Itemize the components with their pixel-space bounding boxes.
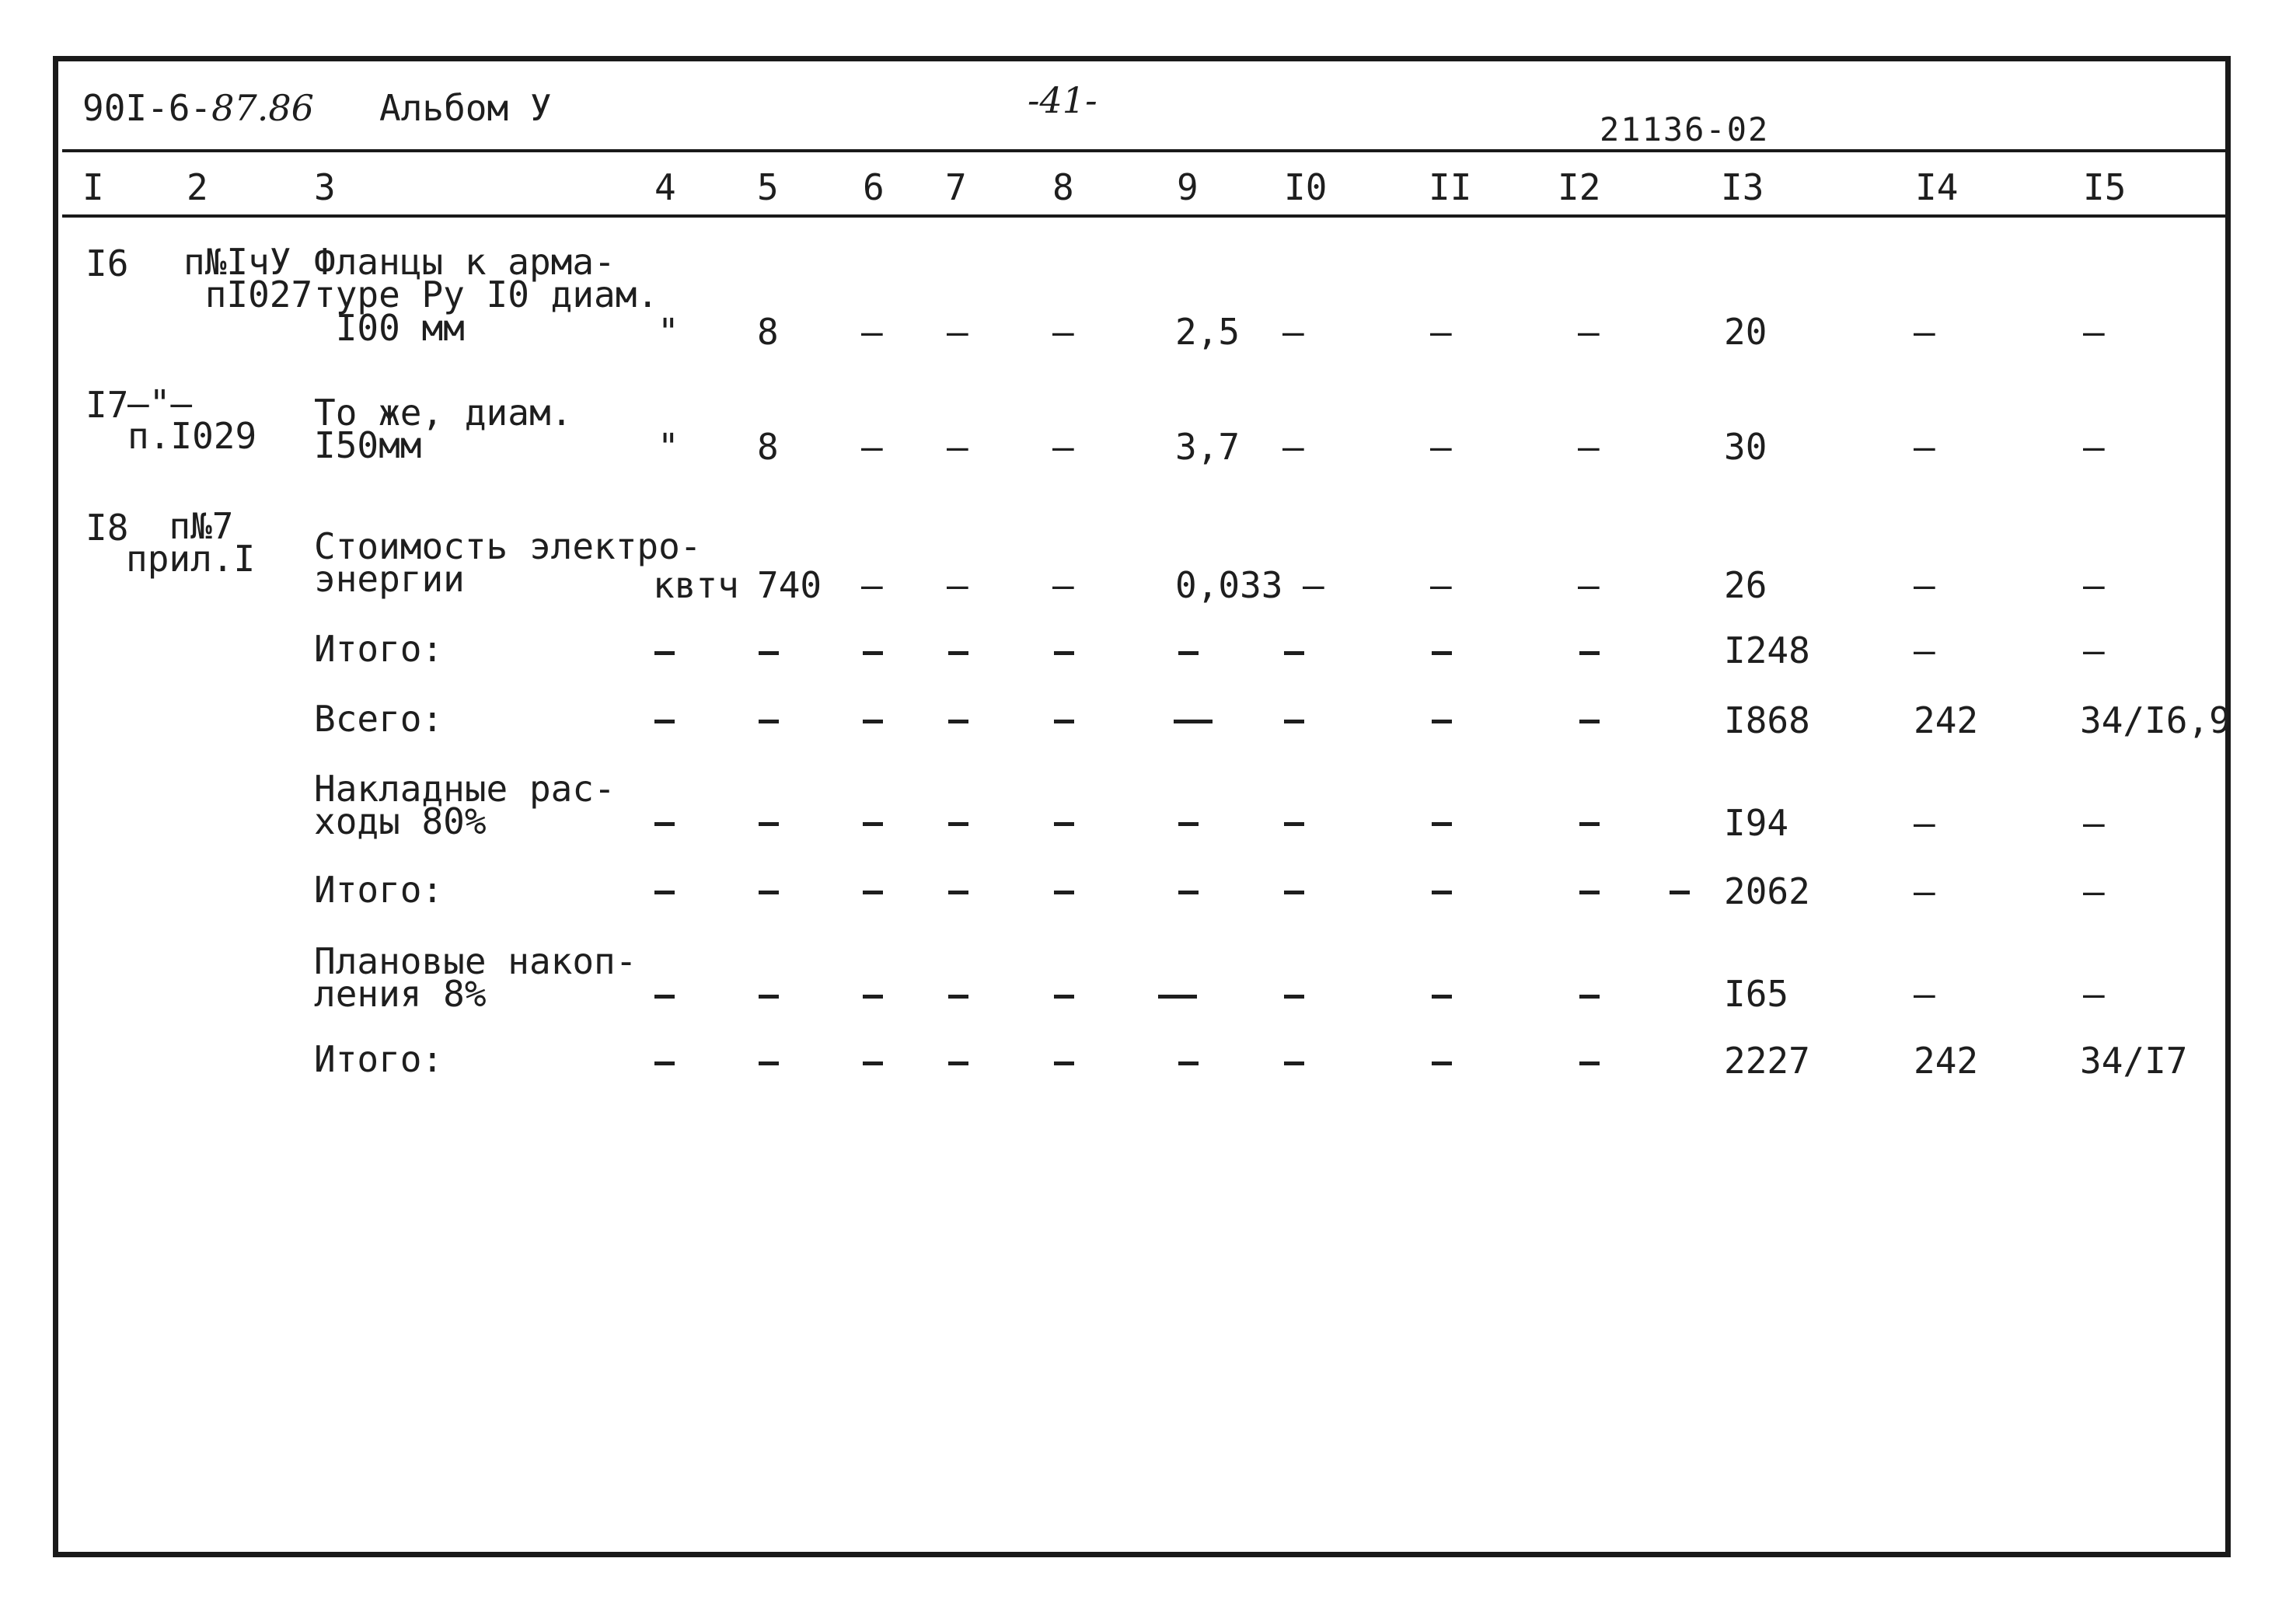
dash-mark — [1579, 822, 1600, 826]
dash-mark — [759, 822, 779, 826]
dash-mark — [863, 1061, 883, 1065]
row-col5: 740 — [757, 564, 822, 606]
row-col6: – — [861, 426, 883, 468]
dash-mark — [1432, 995, 1452, 999]
dash-mark — [863, 891, 883, 894]
row-col13: 20 — [1724, 311, 1767, 353]
row-col9: 0,033 — [1175, 564, 1283, 606]
dash-mark — [948, 822, 968, 826]
summary-col13: 2062 — [1724, 870, 1810, 912]
row-col7: – — [947, 564, 968, 606]
column-header: I3 — [1721, 166, 1764, 208]
row-reference: п№IчУ пI027 — [183, 241, 313, 316]
dash-mark — [759, 995, 779, 999]
dash-mark — [759, 891, 779, 894]
row-col9: 3,7 — [1175, 426, 1240, 468]
dash-mark — [948, 891, 968, 894]
row-item-name: Стоимость электро- энергии — [314, 525, 702, 601]
dash-mark — [759, 1061, 779, 1065]
summary-col15: 34/I7 — [2080, 1040, 2188, 1082]
summary-label: Плановые накоп- ления 8% — [314, 940, 637, 1016]
dash-mark — [1054, 651, 1074, 655]
dash-mark — [863, 995, 883, 999]
dash-mark — [1670, 891, 1690, 894]
summary-col13: I868 — [1724, 699, 1810, 741]
row-col7: – — [947, 426, 968, 468]
row-col10: – — [1282, 426, 1304, 468]
row-number: I7 — [85, 384, 129, 426]
dash-mark — [1284, 1061, 1304, 1065]
row-col8: – — [1052, 564, 1074, 606]
row-col14: – — [1914, 564, 1935, 606]
dash-mark — [1054, 995, 1074, 999]
summary-label: Итого: — [314, 1038, 444, 1080]
dash-mark — [863, 822, 883, 826]
dash-mark — [654, 1061, 675, 1065]
summary-label: Накладные рас- ходы 80% — [314, 768, 616, 843]
row-col10: – — [1303, 564, 1324, 606]
row-col15: – — [2083, 426, 2105, 468]
column-header: I5 — [2083, 166, 2127, 208]
row-col14: – — [1914, 426, 1935, 468]
header-rule-top — [62, 149, 2231, 152]
document-code-handwritten: 87.86 — [211, 87, 314, 129]
summary-label: Итого: — [314, 869, 444, 911]
summary-col13: 2227 — [1724, 1040, 1810, 1082]
dash-mark — [654, 720, 675, 723]
dash-mark — [1432, 822, 1452, 826]
column-header: I0 — [1284, 166, 1328, 208]
dash-mark — [1284, 720, 1304, 723]
row-col10: – — [1282, 311, 1304, 353]
dash-mark — [1158, 995, 1197, 999]
column-header: I — [82, 166, 104, 208]
row-item-name: То же, диам. I50мм — [314, 392, 573, 467]
row-col5: 8 — [757, 426, 779, 468]
row-col13: 26 — [1724, 564, 1767, 606]
dash-mark — [863, 651, 883, 655]
dash-mark — [1178, 891, 1199, 894]
dash-mark — [1178, 651, 1199, 655]
row-number: I8 — [85, 507, 129, 549]
summary-col13: I94 — [1724, 802, 1789, 844]
dash-mark — [1178, 1061, 1199, 1065]
row-unit: квтч — [653, 564, 739, 606]
dash-mark — [1054, 891, 1074, 894]
row-col5: 8 — [757, 311, 779, 353]
row-col8: – — [1052, 311, 1074, 353]
document-code-printed: 90I-6- — [82, 87, 212, 129]
row-col6: – — [861, 311, 883, 353]
dash-mark — [1432, 1061, 1452, 1065]
page-number: -41- — [1028, 79, 1097, 121]
summary-col14: 242 — [1914, 1040, 1979, 1082]
summary-label: Всего: — [314, 698, 444, 740]
summary-col15: – — [2083, 870, 2105, 912]
row-reference: п№7 прил.I — [126, 505, 256, 580]
document-code — [82, 87, 314, 129]
row-col15: – — [2083, 564, 2105, 606]
dash-mark — [1579, 891, 1600, 894]
row-col11: – — [1430, 426, 1452, 468]
column-header: I4 — [1915, 166, 1959, 208]
column-header: 6 — [863, 166, 885, 208]
summary-col14: – — [1914, 870, 1935, 912]
summary-col14: – — [1914, 802, 1935, 844]
archive-stamp: 21136-02 — [1600, 110, 1770, 148]
dash-mark — [654, 995, 675, 999]
album-label: Альбом У — [379, 87, 552, 129]
dash-mark — [654, 822, 675, 826]
summary-label: Итого: — [314, 628, 444, 670]
row-col6: – — [861, 564, 883, 606]
dash-mark — [654, 651, 675, 655]
column-header: 4 — [654, 166, 676, 208]
row-item-name: Фланцы к арма- туре Ру I0 диам. I00 мм — [314, 241, 659, 349]
dash-mark — [1054, 822, 1074, 826]
summary-col13: I65 — [1724, 973, 1789, 1015]
dash-mark — [1432, 651, 1452, 655]
column-header: 9 — [1177, 166, 1199, 208]
summary-col15: 34/I6,9 — [2080, 699, 2231, 741]
summary-col14: – — [1914, 973, 1935, 1015]
row-col7: – — [947, 311, 968, 353]
dash-mark — [1178, 822, 1199, 826]
summary-col14: 242 — [1914, 699, 1979, 741]
summary-col15: – — [2083, 973, 2105, 1015]
row-reference: –"– п.I029 — [127, 382, 257, 458]
row-col9: 2,5 — [1175, 311, 1240, 353]
column-header: 8 — [1052, 166, 1074, 208]
dash-mark — [1054, 1061, 1074, 1065]
dash-mark — [948, 1061, 968, 1065]
dash-mark — [948, 720, 968, 723]
dash-mark — [759, 651, 779, 655]
dash-mark — [948, 651, 968, 655]
column-header: II — [1429, 166, 1472, 208]
row-col12: – — [1578, 311, 1600, 353]
dash-mark — [1054, 720, 1074, 723]
dash-mark — [1284, 995, 1304, 999]
summary-col14: – — [1914, 629, 1935, 671]
dash-mark — [1579, 1061, 1600, 1065]
row-col11: – — [1430, 564, 1452, 606]
dash-mark — [1284, 822, 1304, 826]
summary-col15: – — [2083, 802, 2105, 844]
dash-mark — [1579, 995, 1600, 999]
column-header: 2 — [187, 166, 208, 208]
row-number: I6 — [85, 242, 129, 284]
dash-mark — [654, 891, 675, 894]
dash-mark — [759, 720, 779, 723]
dash-mark — [1284, 651, 1304, 655]
row-col14: – — [1914, 311, 1935, 353]
dash-mark — [863, 720, 883, 723]
header-rule-bottom — [62, 214, 2231, 218]
column-header: 3 — [314, 166, 336, 208]
summary-col15: – — [2083, 629, 2105, 671]
row-col11: – — [1430, 311, 1452, 353]
row-col13: 30 — [1724, 426, 1767, 468]
row-col12: – — [1578, 426, 1600, 468]
dash-mark — [1432, 720, 1452, 723]
column-header: 5 — [757, 166, 779, 208]
dash-mark — [1579, 720, 1600, 723]
summary-col13: I248 — [1724, 629, 1810, 671]
row-unit: " — [658, 311, 679, 353]
dash-mark — [1432, 891, 1452, 894]
row-col15: – — [2083, 311, 2105, 353]
row-col8: – — [1052, 426, 1074, 468]
column-header: 7 — [945, 166, 967, 208]
dash-mark — [1284, 891, 1304, 894]
row-unit: " — [658, 426, 679, 468]
row-col12: – — [1578, 564, 1600, 606]
column-header: I2 — [1558, 166, 1601, 208]
dash-mark — [948, 995, 968, 999]
dash-mark — [1174, 720, 1213, 723]
dash-mark — [1579, 651, 1600, 655]
